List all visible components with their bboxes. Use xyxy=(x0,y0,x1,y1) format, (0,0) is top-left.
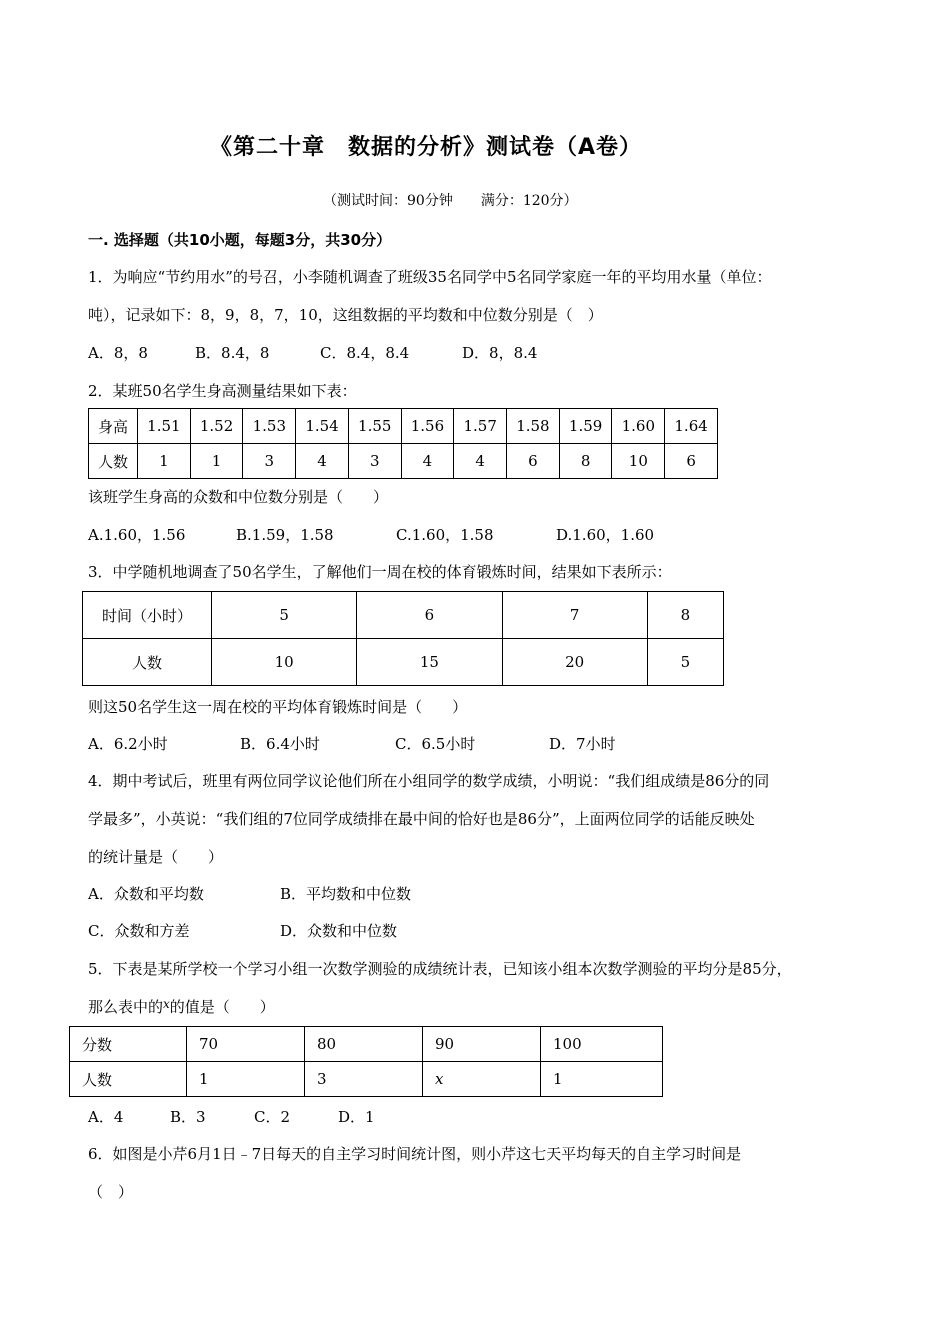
question-5-line-2 xyxy=(88,996,275,1017)
table-cell: 4 xyxy=(454,444,507,479)
table-cell: 3 xyxy=(348,444,401,479)
question-3-option-b: B．6.4小时 xyxy=(240,735,320,753)
question-2-option-c: C.1.60，1.58 xyxy=(396,526,494,544)
table-cell: 1.64 xyxy=(665,409,718,444)
table-cell: 5 xyxy=(647,639,723,686)
question-5-option-d: D．1 xyxy=(338,1108,375,1126)
table-cell: 1.52 xyxy=(190,409,243,444)
question-2-option-a: A.1.60，1.56 xyxy=(88,526,186,544)
table-cell: 70 xyxy=(187,1027,305,1062)
test-info: （测试时间：90分钟 满分：120分） xyxy=(323,193,578,209)
table-cell: 1.59 xyxy=(559,409,612,444)
question-3-option-c: C．6.5小时 xyxy=(395,735,476,753)
table-cell: 3 xyxy=(243,444,296,479)
question-2-option-d: D.1.60，1.60 xyxy=(556,526,655,544)
table-header-cell: 分数 xyxy=(70,1027,187,1062)
table-cell: 1.53 xyxy=(243,409,296,444)
table-row xyxy=(70,1027,663,1062)
question-4-option-c: C．众数和方差 xyxy=(88,922,190,940)
table-cell: 1.58 xyxy=(507,409,560,444)
variable-x: x xyxy=(163,997,170,1011)
table-cell: 6 xyxy=(665,444,718,479)
question-5-option-a: A．4 xyxy=(88,1108,124,1126)
score-table xyxy=(69,1026,663,1097)
table-row xyxy=(89,444,718,479)
question-1-option-a: A．8，8 xyxy=(88,344,148,362)
question-1-option-b: B．8.4，8 xyxy=(195,344,270,362)
height-table xyxy=(88,408,718,479)
table-cell: 90 xyxy=(423,1027,541,1062)
question-1-option-c: C．8.4，8.4 xyxy=(320,344,410,362)
question-5-option-c: C．2 xyxy=(254,1108,291,1126)
question-4-line-1: 4．期中考试后，班里有两位同学议论他们所在小组同学的数学成绩，小明说：“我们组成绩是86分的同 xyxy=(88,772,770,790)
exercise-time-table xyxy=(82,591,724,686)
table-cell: 4 xyxy=(296,444,349,479)
table-cell: 100 xyxy=(541,1027,663,1062)
question-2-stem: 2．某班50名学生身高测量结果如下表： xyxy=(88,382,357,400)
table-cell: 1.54 xyxy=(296,409,349,444)
table-cell: 6 xyxy=(507,444,560,479)
question-5-option-b: B．3 xyxy=(170,1108,206,1126)
table-row xyxy=(89,409,718,444)
question-3-stem: 3．中学随机地调查了50名学生，了解他们一周在校的体育锻炼时间，结果如下表所示： xyxy=(88,563,672,581)
table-header-cell: 身高 xyxy=(89,409,138,444)
question-6-line-1: 6．如图是小芹6月1日﹣7日每天的自主学习时间统计图，则小芹这七天平均每天的自主学习时间是 xyxy=(88,1145,742,1163)
table-cell: 8 xyxy=(647,592,723,639)
table-cell: 4 xyxy=(401,444,454,479)
table-cell: 1.55 xyxy=(348,409,401,444)
table-header-cell: 人数 xyxy=(70,1062,187,1097)
table-cell: 1 xyxy=(187,1062,305,1097)
table-cell: 1 xyxy=(541,1062,663,1097)
table-cell: 15 xyxy=(357,639,502,686)
table-cell: 1 xyxy=(138,444,191,479)
question-3-option-d: D．7小时 xyxy=(549,735,616,753)
table-cell: 1.56 xyxy=(401,409,454,444)
table-cell: 5 xyxy=(212,592,357,639)
table-cell: 6 xyxy=(357,592,502,639)
question-4-line-3: 的统计量是（ ） xyxy=(88,848,224,866)
question-4-option-a: A．众数和平均数 xyxy=(88,885,204,903)
question-4-option-b: B．平均数和中位数 xyxy=(280,885,412,903)
table-cell: 3 xyxy=(305,1062,423,1097)
question-5-text-end: 的值是（ ） xyxy=(169,998,275,1016)
table-header-cell: 时间（小时） xyxy=(83,592,212,639)
question-2-question: 该班学生身高的众数和中位数分别是（ ） xyxy=(88,488,389,506)
question-2-option-b: B.1.59，1.58 xyxy=(236,526,334,544)
table-row xyxy=(70,1062,663,1097)
question-5-line-1: 5．下表是某所学校一个学习小组一次数学测验的成绩统计表，已知该小组本次数学测验的平均分是85分， xyxy=(88,960,792,978)
table-cell: 8 xyxy=(559,444,612,479)
question-1-line-1: 1．为响应“节约用水”的号召，小李随机调查了班级35名同学中5名同学家庭一年的平均用水量（单位： xyxy=(88,268,772,286)
question-1-option-d: D．8，8.4 xyxy=(462,344,538,362)
table-header-cell: 人数 xyxy=(89,444,138,479)
question-5-text: 那么表中的 xyxy=(88,998,164,1016)
section-heading: 一. 选择题（共10小题，每题3分，共30分） xyxy=(88,231,392,249)
table-cell: 10 xyxy=(612,444,665,479)
question-4-line-2: 学最多”，小英说：“我们组的7位同学成绩排在最中间的恰好也是86分”，上面两位同学的话能反映处 xyxy=(88,810,755,828)
table-row xyxy=(83,639,724,686)
table-cell: 1.60 xyxy=(612,409,665,444)
question-3-question: 则这50名学生这一周在校的平均体育锻炼时间是（ ） xyxy=(88,698,468,716)
table-cell: 20 xyxy=(502,639,647,686)
table-cell: 1.51 xyxy=(138,409,191,444)
table-row xyxy=(83,592,724,639)
table-cell: 1.57 xyxy=(454,409,507,444)
question-6-line-2: （ ） xyxy=(88,1183,134,1201)
table-cell: 80 xyxy=(305,1027,423,1062)
table-cell: x xyxy=(423,1062,541,1097)
question-4-option-d: D．众数和中位数 xyxy=(280,922,398,940)
question-1-line-2: 吨），记录如下：8，9，8，7，10，这组数据的平均数和中位数分别是（ ） xyxy=(88,306,603,324)
table-cell: 10 xyxy=(212,639,357,686)
table-cell: 1 xyxy=(190,444,243,479)
table-cell: 7 xyxy=(502,592,647,639)
question-3-option-a: A．6.2小时 xyxy=(88,735,168,753)
page-title: 《第二十章 数据的分析》测试卷（A卷） xyxy=(210,135,643,160)
table-header-cell: 人数 xyxy=(83,639,212,686)
